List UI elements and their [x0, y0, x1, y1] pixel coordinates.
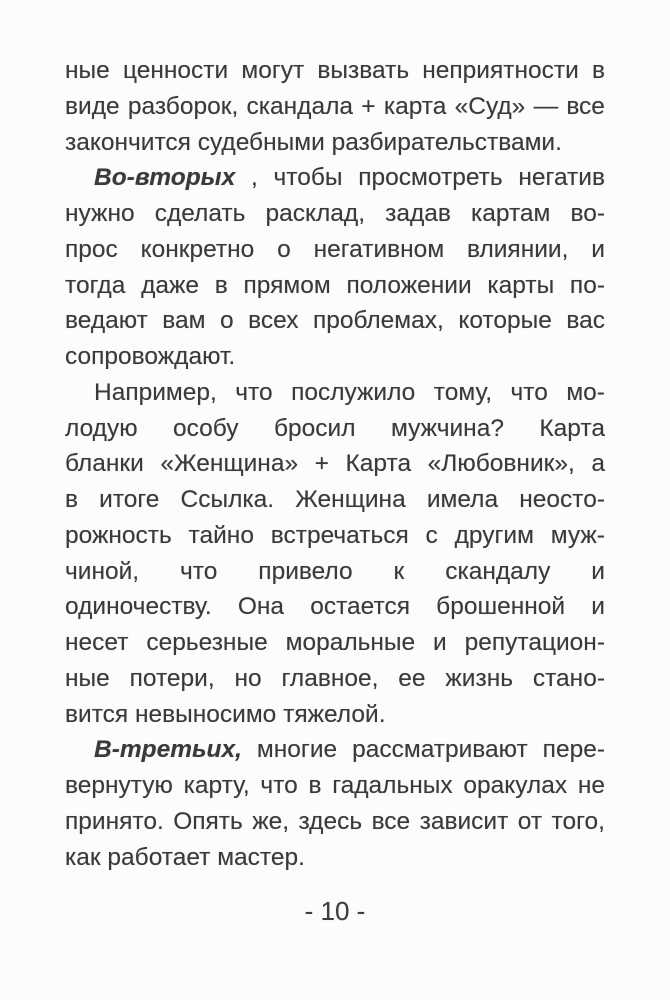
word: брошенной [436, 593, 566, 621]
word: мужчина? [390, 414, 504, 442]
word: встречаться [270, 521, 409, 549]
word: чтобы [273, 164, 343, 192]
word: Женщина [295, 486, 406, 513]
word: о [220, 307, 234, 335]
word: ценности [122, 57, 229, 84]
word: карта [383, 92, 447, 120]
word: принято. [65, 807, 164, 835]
word: вызвать [317, 57, 410, 84]
paragraph [65, 732, 605, 875]
text-line [65, 411, 605, 447]
word: что [260, 772, 298, 799]
word: итоге [99, 486, 160, 513]
word: ные [65, 664, 110, 692]
text-line [65, 768, 605, 804]
word: потери, [129, 664, 215, 692]
text-line [65, 375, 605, 411]
word: особу [173, 414, 239, 442]
word: все [371, 807, 411, 835]
word: привело [258, 557, 353, 585]
word: о [277, 235, 291, 263]
text-line [65, 732, 605, 768]
word: того, [551, 807, 605, 835]
word: и [591, 593, 605, 621]
word: карты [487, 271, 555, 299]
word: послужило [291, 378, 416, 406]
word: мо- [566, 378, 605, 406]
text-line [65, 625, 605, 661]
text-line [65, 446, 605, 482]
word: остается [310, 593, 410, 621]
text-line [65, 339, 605, 375]
word: тогда [65, 271, 126, 299]
word: влиянии, [467, 235, 569, 263]
word: задав [385, 200, 451, 227]
paragraph [65, 53, 605, 160]
text-line [65, 661, 605, 697]
text-run: сопровождают. [65, 343, 236, 370]
word: другим [454, 521, 534, 549]
word: картам [470, 200, 551, 227]
word: гадальных [332, 772, 453, 799]
text-line [65, 518, 605, 554]
word: одиночеству. [65, 593, 212, 621]
word: и [433, 629, 447, 656]
word: зависит [419, 807, 509, 835]
text-line [65, 232, 605, 268]
word: , [250, 164, 258, 192]
word: в [214, 271, 228, 299]
word: конкретно [140, 235, 255, 263]
word: в [308, 772, 322, 799]
word: Опять [173, 807, 243, 835]
word: оракулах [463, 772, 568, 799]
word: негативном [313, 235, 445, 263]
word: Например, [94, 378, 217, 406]
text-line [65, 53, 605, 89]
word: вас [566, 307, 605, 335]
text-line [65, 268, 605, 304]
word: расклад, [265, 200, 366, 227]
word: и [591, 557, 605, 585]
word: «Любовник», [427, 450, 575, 478]
word: «Женщина» [160, 450, 299, 478]
text-line [65, 196, 605, 232]
word: репутацион- [464, 629, 605, 656]
text-run: закончится судебными разбирательствами. [65, 128, 562, 156]
word: тому, [433, 378, 493, 406]
word: стано- [532, 664, 605, 692]
text-line [65, 482, 605, 518]
text-line [65, 554, 605, 590]
lead-in-emphasis: Во-вторых [94, 164, 236, 192]
word: все [566, 92, 605, 120]
word: всех [248, 307, 299, 335]
word: но [234, 664, 262, 692]
word: к [393, 557, 405, 585]
word: бросил [274, 414, 356, 442]
text-line [65, 840, 605, 876]
text-line [65, 303, 605, 339]
text-run: вится невыносимо тяжелой. [65, 700, 386, 728]
word: что [180, 557, 218, 585]
word: чиной, [65, 557, 140, 585]
word: Она [237, 593, 285, 621]
word: многие [256, 736, 338, 764]
word: неприятности [422, 57, 579, 84]
text-line [65, 697, 605, 733]
paragraph [65, 160, 605, 375]
text-line [65, 589, 605, 625]
word: Карта [539, 414, 605, 442]
word: Карта [345, 450, 412, 478]
word: от [517, 807, 543, 835]
word: прямом [243, 271, 331, 299]
word: скандалу [445, 557, 551, 585]
word: сделать [154, 200, 246, 227]
word: не [577, 772, 605, 799]
word: разборок, [127, 92, 239, 120]
word: даже [141, 271, 200, 299]
word: рассматривают [352, 736, 528, 764]
word: могут [241, 57, 305, 84]
word: негатив [518, 164, 605, 192]
word: нужно [65, 200, 135, 227]
word: же, [252, 807, 290, 835]
word: серьезные [146, 629, 268, 656]
word: тайно [188, 521, 254, 549]
word: и [591, 235, 605, 263]
word: + [314, 450, 329, 478]
text-run: как работает мастер. [65, 843, 305, 871]
word: «Суд» [454, 92, 526, 120]
word: карту, [183, 772, 250, 799]
text-line [65, 125, 605, 161]
word: виде [65, 92, 120, 120]
word: Ссылка. [180, 486, 275, 513]
word: муж- [550, 521, 605, 549]
word: проблемах, [312, 307, 444, 335]
word: лодую [65, 414, 138, 442]
word: несет [65, 629, 129, 656]
word: а [591, 450, 605, 478]
word: прос [65, 235, 118, 263]
word: моральные [285, 629, 416, 656]
text-line [65, 804, 605, 840]
word: имела [426, 486, 499, 513]
word: что [510, 378, 548, 406]
word: пере- [542, 736, 605, 764]
word: во- [570, 200, 605, 227]
word: ведают [65, 307, 148, 335]
page-number: - 10 - [304, 896, 366, 926]
word: что [235, 378, 273, 406]
word: рожность [65, 521, 172, 549]
word: которые [458, 307, 552, 335]
word: положении [346, 271, 472, 299]
text-line [65, 160, 605, 196]
word: в [65, 486, 79, 513]
paragraph [65, 375, 605, 733]
word: просмотреть [358, 164, 503, 192]
word: + [361, 92, 376, 120]
word: неосто- [519, 486, 605, 513]
word: здесь [298, 807, 363, 835]
text-line [65, 89, 605, 125]
word: вам [162, 307, 206, 335]
page-text [65, 53, 605, 875]
word: в [591, 57, 605, 84]
word: — [533, 92, 559, 120]
word: жизнь [445, 664, 513, 692]
word: вернутую [65, 772, 173, 799]
word: ные [65, 57, 110, 84]
word: ее [398, 664, 426, 692]
word: с [425, 521, 438, 549]
word: по- [569, 271, 605, 299]
word: главное, [281, 664, 379, 692]
lead-in-emphasis: В-третьих, [94, 736, 242, 764]
word: бланки [65, 450, 144, 478]
word: скандала [246, 92, 354, 120]
